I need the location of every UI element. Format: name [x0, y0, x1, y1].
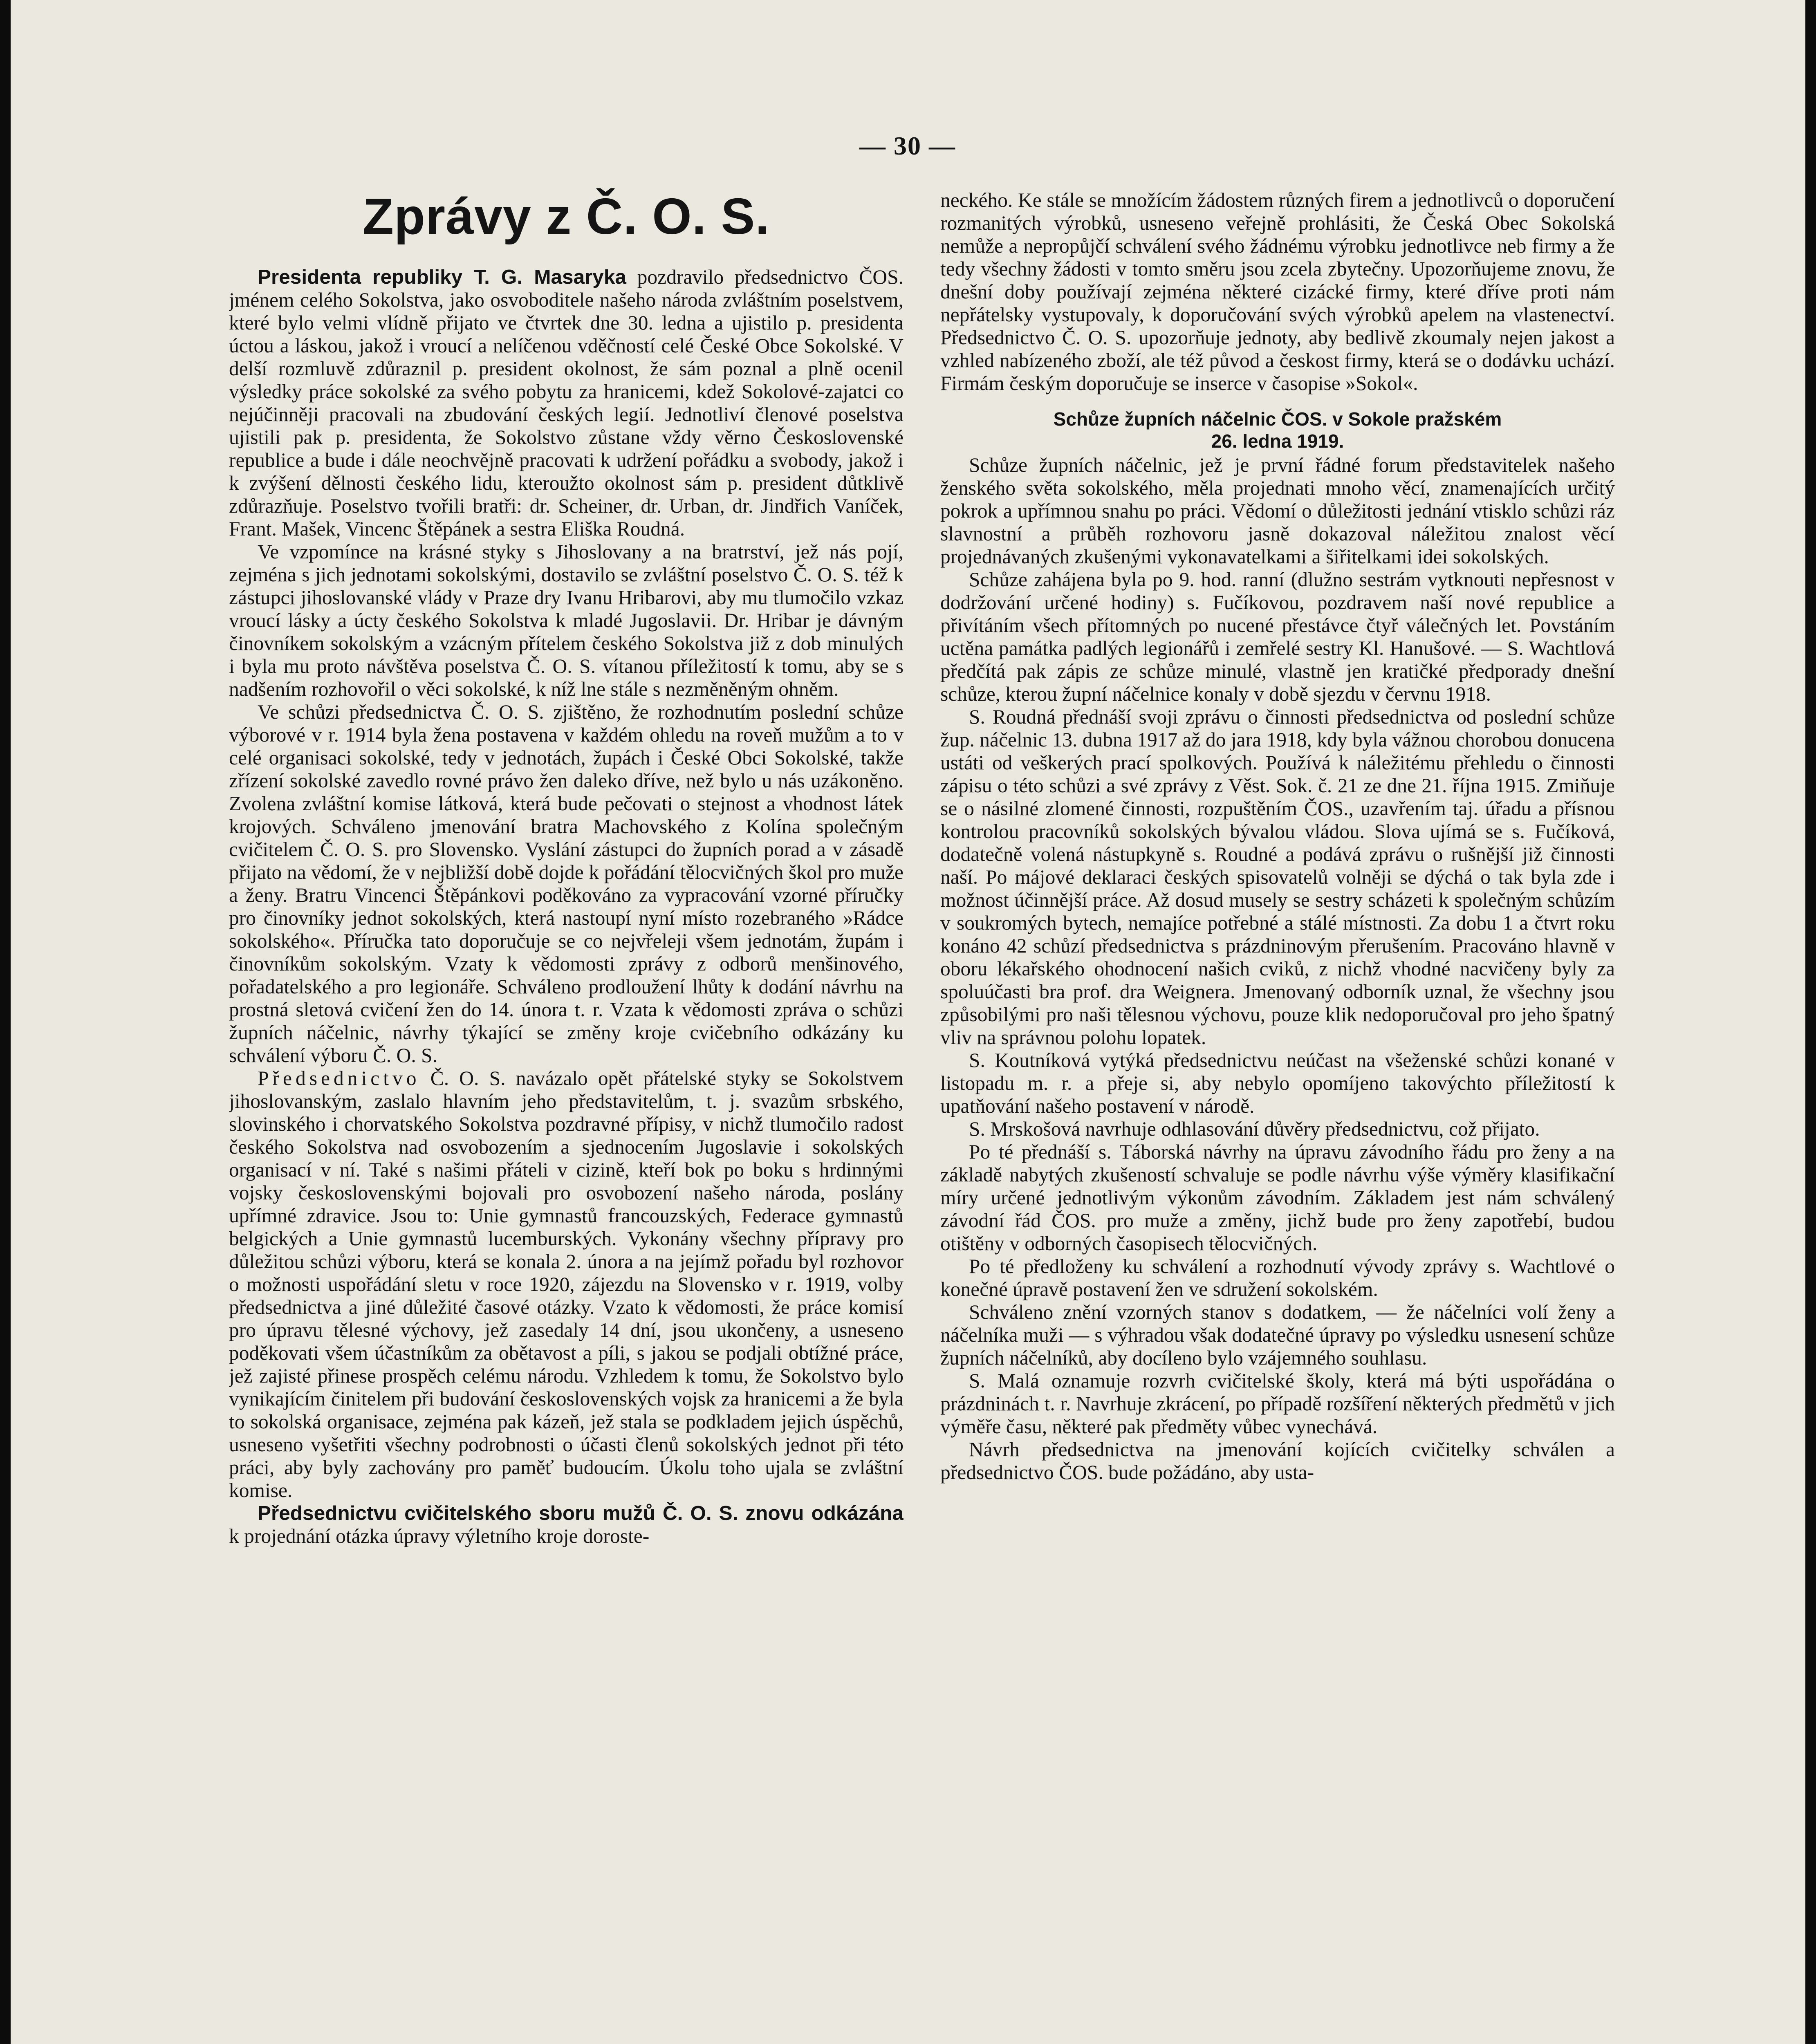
paragraph-presidium: Předsednictvo Č. O. S. navázalo opět přátelské styky se Sokolstvem jihoslovanským, zaslalo hlavním jeho představitelům, t. j. svazům srbského, slovinského i chorvatského Sokolstva pozdravné přípisy, v nichž tlumočilo radost českého Sokolstva nad osvobozením a sjednocením Jugoslavie i sokolských organisací v ní. Také s našimi přáteli v cizině, kteří bok po boku s hrdinnými vojsky československými bojovali pro osvobození našeho národa, poslány upřímné zdravice. Jsou to: Unie gymnastů francouzských, Federace gymnastů belgických a Unie gymnastů lucemburských. Vykonány všechny přípravy pro důležitou schůzi výboru, která se konala 2. února a na jejímž pořadu byl rozhovor o možnosti uspořádání sletu v roce 1920, zájezdu na Slovensko v r. 1919, volby předsednictva a jiné důležité časové otázky. Vzato k vědomosti, že práce komisí pro úpravu tělesné výchovy, jež zasedaly 14 dní, jsou ukončeny, a usneseno poděkovati všem účastníkům za obětavost a píli, s jakou se podjali obtížné práce, jež zajisté přinese prospěch celému národu. Vzhledem k tomu, že Sokolstvo bylo vynikajícím činitelem při budování československých vojsk za hranicemi a že byla to sokolská organisace, zejména pak kázeň, jež stala se podkladem jejich úspěchů, usneseno vyšetřiti všechny podrobnosti o účasti členů sokolských jednot při této práci, aby byly zachovány pro paměť budoucím. Úkolu toho ujala se zvláštní komise.: [229, 1067, 904, 1502]
paragraph: Schůze župních náčelnic, jež je první řádné forum představitelek našeho ženského světa sokolského, měla projednati mnoho věcí, znamenajících určitý pokrok a upřímnou snahu po práci. Vědomí o důležitosti jednání vtisklo schůzi ráz slavnostní a průběh rozhovoru jasně dokazoval náležitou znalost věcí projednávaných zkušenými vykonavatelkami a šiřitelkami idei sokolských.: [940, 454, 1615, 568]
page-number: — 30 —: [859, 131, 956, 160]
paragraph: S. Malá oznamuje rozvrh cvičitelské školy, která má býti uspořádána o prázdninách t. r. Navrhuje zkrácení, po případě rozšíření některých předmětů v jich výměře času, některé pak předměty vůbec vynechává.: [940, 1369, 1615, 1438]
paragraph: S. Koutníková vytýká předsednictvu neúčast na všeženské schůzi konané v listopadu m. r. a přeje si, aby nebylo opomíjeno takovýchto příležitostí k upatňování našeho postavení v národě.: [940, 1049, 1615, 1117]
left-column: [229, 184, 904, 2044]
lead-text: Předsednictvu cvičitelského sboru mužů Č. O. S. znovu odkázána: [258, 1502, 904, 1524]
spaced-lead: Předsednictvo: [258, 1067, 420, 1089]
paragraph: S. Roudná přednáší svoji zprávu o činnosti předsednictva od poslední schůze žup. náčelnic 13. dubna 1917 až do jara 1918, kdy byla vážnou chorobou donucena ustáti od veškerých prací spolkových. Používá k náležitému přehledu o činnosti zápisu o této schůzi a své zprávy z Věst. Sok. č. 21 ze dne 21. října 1915. Zmiňuje se o násilné zlomené činnosti, rozpuštěním ČOS., uzavřením taj. úřadu a přísnou kontrolou pracovníků sokolských bývalou vládou. Slova ujímá se s. Fučíková, dodatečně volená nástupkyně s. Roudné a podává zprávu o rušnější již činnosti naší. Po májové deklaraci českých spisovatelů volněji se dýchá o tak byla zde i možnost účinnější práce. Až dosud musely se sestry scházeti k společným schůzím v soukromých bytech, nemajíce potřebné a stálé místnosti. Za dobu 1 a čtvrt roku konáno 42 schůzí předsednictva s prázdninovým přerušením. Pracováno hlavně v oboru lékařského ohodnocení našich cviků, z nichž vhodné nacvičeny byly za spoluúčasti bra prof. dra Weignera. Jmenovaný odborník uznal, že všechny jsou způsobilými pro naši tělesnou výchovu, pouze klik nedoporučoval pro jeho špatný vliv na správnou polohu lopatek.: [940, 706, 1615, 1049]
paragraph: S. Mrskošová navrhuje odhlasování důvěry předsednictvu, což přijato.: [969, 1118, 1540, 1140]
lead-text: Presidenta republiky T. G. Masaryka: [258, 266, 626, 288]
paragraph-jugoslavia: Ve vzpomínce na krásné styky s Jihoslovany a na bratrství, jež nás pojí, zejména s jich jednotami sokolskými, dostavilo se zvláštní poselstvo Č. O. S. též k zástupci jihoslovanské vlády v Praze drу Ivanu Hribarovi, aby mu tlumočilo vzkaz vroucí lásky a úcty českého Sokolstva k mladé Jugoslavii. Dr. Hribar je dávným činovníkem sokolským a vzácným přítelem českého Sokolstva již z dob minulých i byla mu proto návštěva poselstva Č. O. S. vítanou příležitostí k tomu, aby se s nadšením rozhovořil o věci sokolské, k níž lne stále s nezměněným ohněm.: [229, 540, 904, 700]
right-column: [940, 189, 1615, 2044]
paragraph: Po té přednáší s. Táborská návrhy na úpravu závodního řádu pro ženy a na základě nabytých zkušeností schvaluje se podle návrhu výše výměry klasifikační míry určené jednotlivým výkonům závodním. Základem jest nám schválený závodní řád ČOS. pro muže a změny, jichž bude pro ženy zapotřebí, budou otištěny v odborných časopisech tělocvičných.: [940, 1141, 1615, 1255]
article-title: Zprávy z Č. O. S.: [363, 188, 770, 245]
paragraph-president: Presidenta republiky T. G. Masaryka pozdravilo předsednictvo ČOS. jménem celého Sokolstva, jako osvoboditele našeho národa zvláštním poselstvem, které bylo velmi vlídně přijato ve čtvrtek dne 30. ledna a ujistilo p. presidenta úctou a láskou, jakož i vroucí a nelíčenou vděčností celé České Obce Sokolské. V delší rozmluvě zdůraznil p. president okolnost, že sám poznal a plně ocenil výsledky práce sokolské za svého pobytu za hranicemi, kdež Sokolové-zajatci co nejúčinněji pracovali na zbudování českých legií. Jednotliví členové poselstva ujistili pak p. presidenta, že Sokolstvo zůstane vždy věrno Československé republice a bude i dále neochvějně pracovati k udržení pořádku a svobody, jakož i k zvýšení dělnosti českého lidu, kteroužto okolnost sám p. president důtklivě zdůrazňuje. Poselstvo tvořili bratři: dr. Scheiner, dr. Urban, dr. Jindřich Vaníček, Frant. Mašek, Vincenc Štěpánek a sestra Eliška Roudná.: [229, 266, 904, 540]
paragraph: Schváleno znění vzorných stanov s dodatkem, — že náčelníci volí ženy a náčelníka muži — s výhradou však dodatečné úpravy po výsledku usnesení schůze župních náčelníků, aby docíleno bylo vzájemného souhlasu.: [940, 1301, 1615, 1369]
paragraph-continuation: neckého. Ke stále se množícím žádostem různých firem a jednotlivců o doporučení rozmanitých výrobků, usneseno veřejně prohlásiti, že Česká Obec Sokolská nemůže a nepropůjčí schválení svého žádnému výrobku jednotlivce neb firmy a že tedy všechny žádosti v tomto směru jsou zcela zbytečny. Upozorňujeme znovu, že dnešní doby používají zejména některé cizácké firmy, které dříve proti nám nepřátelsky vystupovaly, k doporučování svých výrobků apelem na vlastenectví. Předsednictvo Č. O. S. upozorňuje jednoty, aby bedlivě zkoumaly nejen jakost a vzhled nabízeného zboží, ale též původ a českost firmy, která se o dodávku uchází. Firmám českým doporučuje se inserce v časopise »Sokol«.: [940, 189, 1615, 394]
section-heading: Schůze župních náčelnic ČOS. v Sokole pražském 26. ledna 1919.: [1053, 408, 1502, 452]
page-frame-left: [0, 0, 11, 2044]
paragraph: Po té předloženy ku schválení a rozhodnutí vývody zprávy s. Wachtlové o konečné úpravě postavení žen ve sdružení sokolském.: [940, 1255, 1615, 1300]
paragraph: Schůze zahájena byla po 9. hod. ranní (dlužno sestrám vytknouti nepřesnost v dodržování určené hodiny) s. Fučíkovou, pozdravem naší nové republice a přivítáním všech přítomných po nucené přestávce čtyř válečných let. Povstáním uctěna památka padlých legionářů i zemřelé sestry Kl. Hanušové. — S. Wachtlová předčítá pak zápis ze schůze minulé, vlastně jen kratičké předporady dnešní schůze, kterou župní náčelnice konaly v době sjezdu v červnu 1918.: [940, 568, 1615, 705]
paragraph-board-meeting: Ve schůzi předsednictva Č. O. S. zjištěno, že rozhodnutím poslední schůze výborové v r. 1914 byla žena postavena v každém ohledu na roveň mužům a to v celé organisaci sokolské, tedy v jednotách, župách i České Obci Sokolské, takže zřízení sokolské zavedlo rovné právo žen daleko dříve, než bylo u nás uzákoněno. Zvolena zvláštní komise látková, která bude pečovati o stejnost a vhodnost látek krojových. Schváleno jmenování bratra Machovského z Kolína společným cvičitelem Č. O. S. pro Slovensko. Vyslání zástupci do župních porad a v zásadě přijato na vědomí, že v nejbližší době dojde k pořádání tělocvičných škol pro muže a ženy. Bratru Vincenci Štěpánkovi poděkováno za vypracování vzorné příručky pro činovníky jednot sokolských, která nastoupí nyní místo rozebraného »Rádce sokolského«. Příručka tato doporučuje se co nejvřeleji všem jednotám, župám i činovníkům sokolským. Vzaty k vědomosti zprávy z odborů menšinového, pořadatelského a pro legionáře. Schváleno prodloužení lhůty k dodání návrhu na prostná sletová cvičení žen do 14. února t. r. Vzata k vědomosti zpráva o schůzi župních náčelnic, návrhy týkající se změny kroje cvičebního odkázány ku schválení výboru Č. O. S.: [229, 701, 904, 1067]
paragraph-instructors: Předsednictvu cvičitelského sboru mužů Č. O. S. znovu odkázána k projednání otázka úpravy výletního kroje doroste-: [229, 1502, 904, 1547]
paragraph: Návrh předsednictva na jmenování kojících cvičitelky schválen a předsednictvo ČOS. bude požádáno, aby usta-: [940, 1438, 1615, 1484]
page-frame-right: [1805, 0, 1816, 2044]
